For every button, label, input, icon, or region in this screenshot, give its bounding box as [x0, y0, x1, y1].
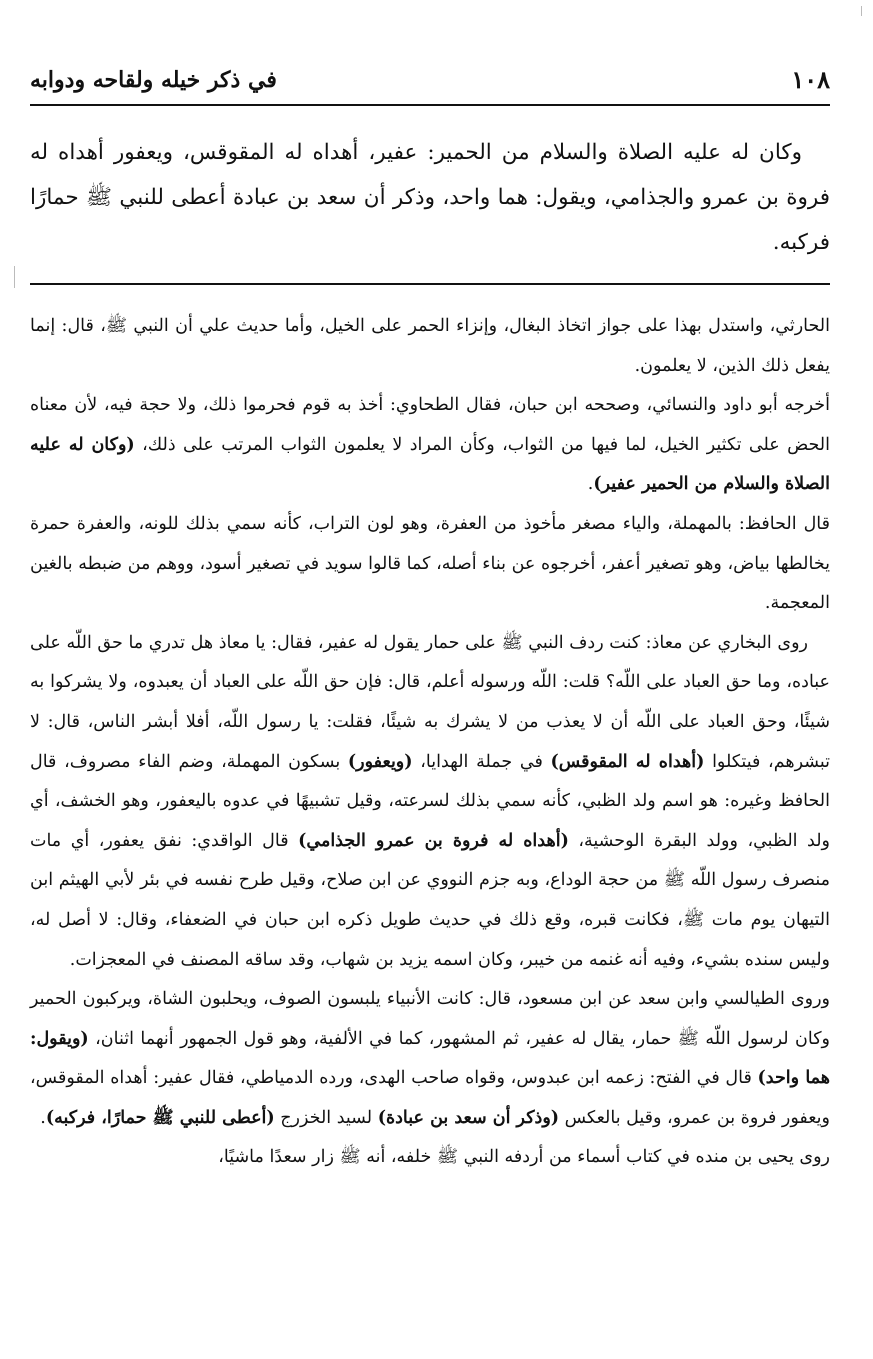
commentary-text-span: . — [587, 474, 594, 495]
commentary-paragraph — [30, 505, 830, 624]
commentary-text-span: وروى الطيالسي وابن سعد عن ابن مسعود، قال: كانت الأنبياء يلبسون الصوف، ويحلبون الشاة، ويركبون الحمير وكان لرسول اللّه ﷺ حمار، يقال له عفير، ثم المشهور، كما في الألفية، وهو قول الجمهور أنهما اثنان، — [30, 989, 830, 1049]
main-text: وكان له عليه الصلاة والسلام من الحمير: عفير، أهداه له المقوقس، ويعفور أهداه له فروة بن عمرو والجذامي، ويقول: هما واحد، وذكر أن سعد بن عبادة أعطى للنبي ﷺ حمارًا فركبه. — [30, 140, 830, 255]
commentary-text-span: الحارثي، واستدل بهذا على جواز اتخاذ البغال، وإنزاء الحمر على الخيل، وأما حديث علي أن النبي ﷺ، قال: إنما يفعل ذلك الذين، لا يعلمون. — [30, 316, 830, 376]
book-page — [30, 50, 830, 1178]
quoted-matn-span: (ويعفور) — [347, 751, 413, 772]
commentary-paragraph — [30, 1138, 830, 1178]
page-header — [30, 50, 830, 94]
commentary-paragraph — [30, 307, 830, 386]
commentary-text-span: في جملة الهدايا، — [412, 751, 551, 772]
main-text-block — [30, 130, 830, 265]
quoted-matn-span: (أعطى للنبي ﷺ حمارًا، فركبه) — [45, 1107, 275, 1128]
page-number: ١٠٨ — [791, 65, 830, 94]
commentary-text-span: أخرجه أبو داود والنسائي، وصححه ابن حبان، فقال الطحاوي: أخذ به قوم فحرموا ذلك، ولا حجة فيه، لأن معناه الحض على تكثير الخيل، لما فيها من الثواب، وكأن المراد لا يعلمون الثواب المرتب على ذلك، — [30, 395, 830, 455]
corner-mark — [861, 6, 865, 16]
quoted-matn-span: (ويقول: هما واحد) — [30, 1028, 830, 1089]
commentary-text-span: روى يحيى بن منده في كتاب أسماء من أردفه النبي ﷺ خلفه، أنه ﷺ زار سعدًا ماشيًا، — [218, 1147, 830, 1168]
quoted-matn-span: (أهداه له المقوقس) — [550, 751, 705, 772]
commentary-text-span: قال الواقدي: نفق يعفور، أي مات منصرف رسول اللّه ﷺ من حجة الوداع، وبه جزم النووي عن ابن صلاح، وقيل طرح نفسه في بئر لأبي الهيثم ابن التيهان يوم مات ﷺ، فكانت قبره، وقع ذلك في حديث طويل ذكره ابن حبان في الضعفاء، وقال: لا أصل له، وليس سنده بشيء، وفيه أنه غنمه من خيبر، وكان اسمه يزيد بن شهاب، وقد ساقه المصنف في المعجزات. — [30, 830, 830, 970]
commentary-paragraph — [30, 624, 830, 980]
running-title: في ذكر خيله ولقاحه ودوابه — [30, 67, 277, 93]
commentary-text-span: بسكون المهملة، وضم الفاء مصروف، قال الحافظ وغيره: هو اسم ولد الظبي، كأنه سمي بذلك لسرعته، وقيل تشبيهًا في عدوه باليعفور، وهو الخشف، أي ولد الظبي، وولد البقرة الوحشية، — [30, 751, 830, 851]
commentary-text-span: لسيد الخزرج — [274, 1107, 378, 1128]
margin-mark — [14, 266, 15, 288]
commentary-block — [30, 307, 830, 1178]
commentary-text-span: . — [40, 1107, 46, 1128]
header-rule — [30, 104, 830, 106]
commentary-divider — [30, 283, 830, 285]
commentary-text-span: روى البخاري عن معاذ: كنت ردف النبي ﷺ على حمار يقول له عفير، فقال: يا معاذ هل تدري ما حق اللّه على عباده، وما حق العباد على اللّه؟ قلت: اللّه ورسوله أعلم، قال: فإن حق اللّه على العباد أن يعبدوه، ولا يشركوا به شيئًا، وحق العباد على اللّه أن لا يعذب من لا يشرك به شيئًا، فقلت: يا رسول اللّه، أفلا أبشر الناس، قال: لا تبشرهم، فيتكلوا — [30, 632, 830, 772]
commentary-text-span: قال في الفتح: زعمه ابن عبدوس، وقواه صاحب الهدى، ورده الدمياطي، فقال عفير: أهداه المقوقس، ويعفور فروة بن عمرو، وقيل بالعكس — [30, 1068, 830, 1128]
commentary-paragraph — [30, 386, 830, 505]
quoted-matn-span: (وذكر أن سعد بن عبادة) — [377, 1107, 560, 1128]
quoted-matn-span: (أهداه له فروة بن عمرو الجذامي) — [298, 830, 569, 851]
commentary-paragraph — [30, 980, 830, 1138]
quoted-matn-span: (وكان له عليه الصلاة والسلام من الحمير عفير) — [30, 434, 830, 495]
commentary-text-span: قال الحافظ: بالمهملة، والياء مصغر مأخوذ من العفرة، وهو لون التراب، كأنه سمي بذلك للونه، والعفرة حمرة يخالطها بياض، وهو تصغير أعفر، أخرجوه عن بناء أصله، كما قالوا سويد في تصغير أسود، ووهم من ضبطه بالغين المعجمة. — [30, 513, 830, 614]
